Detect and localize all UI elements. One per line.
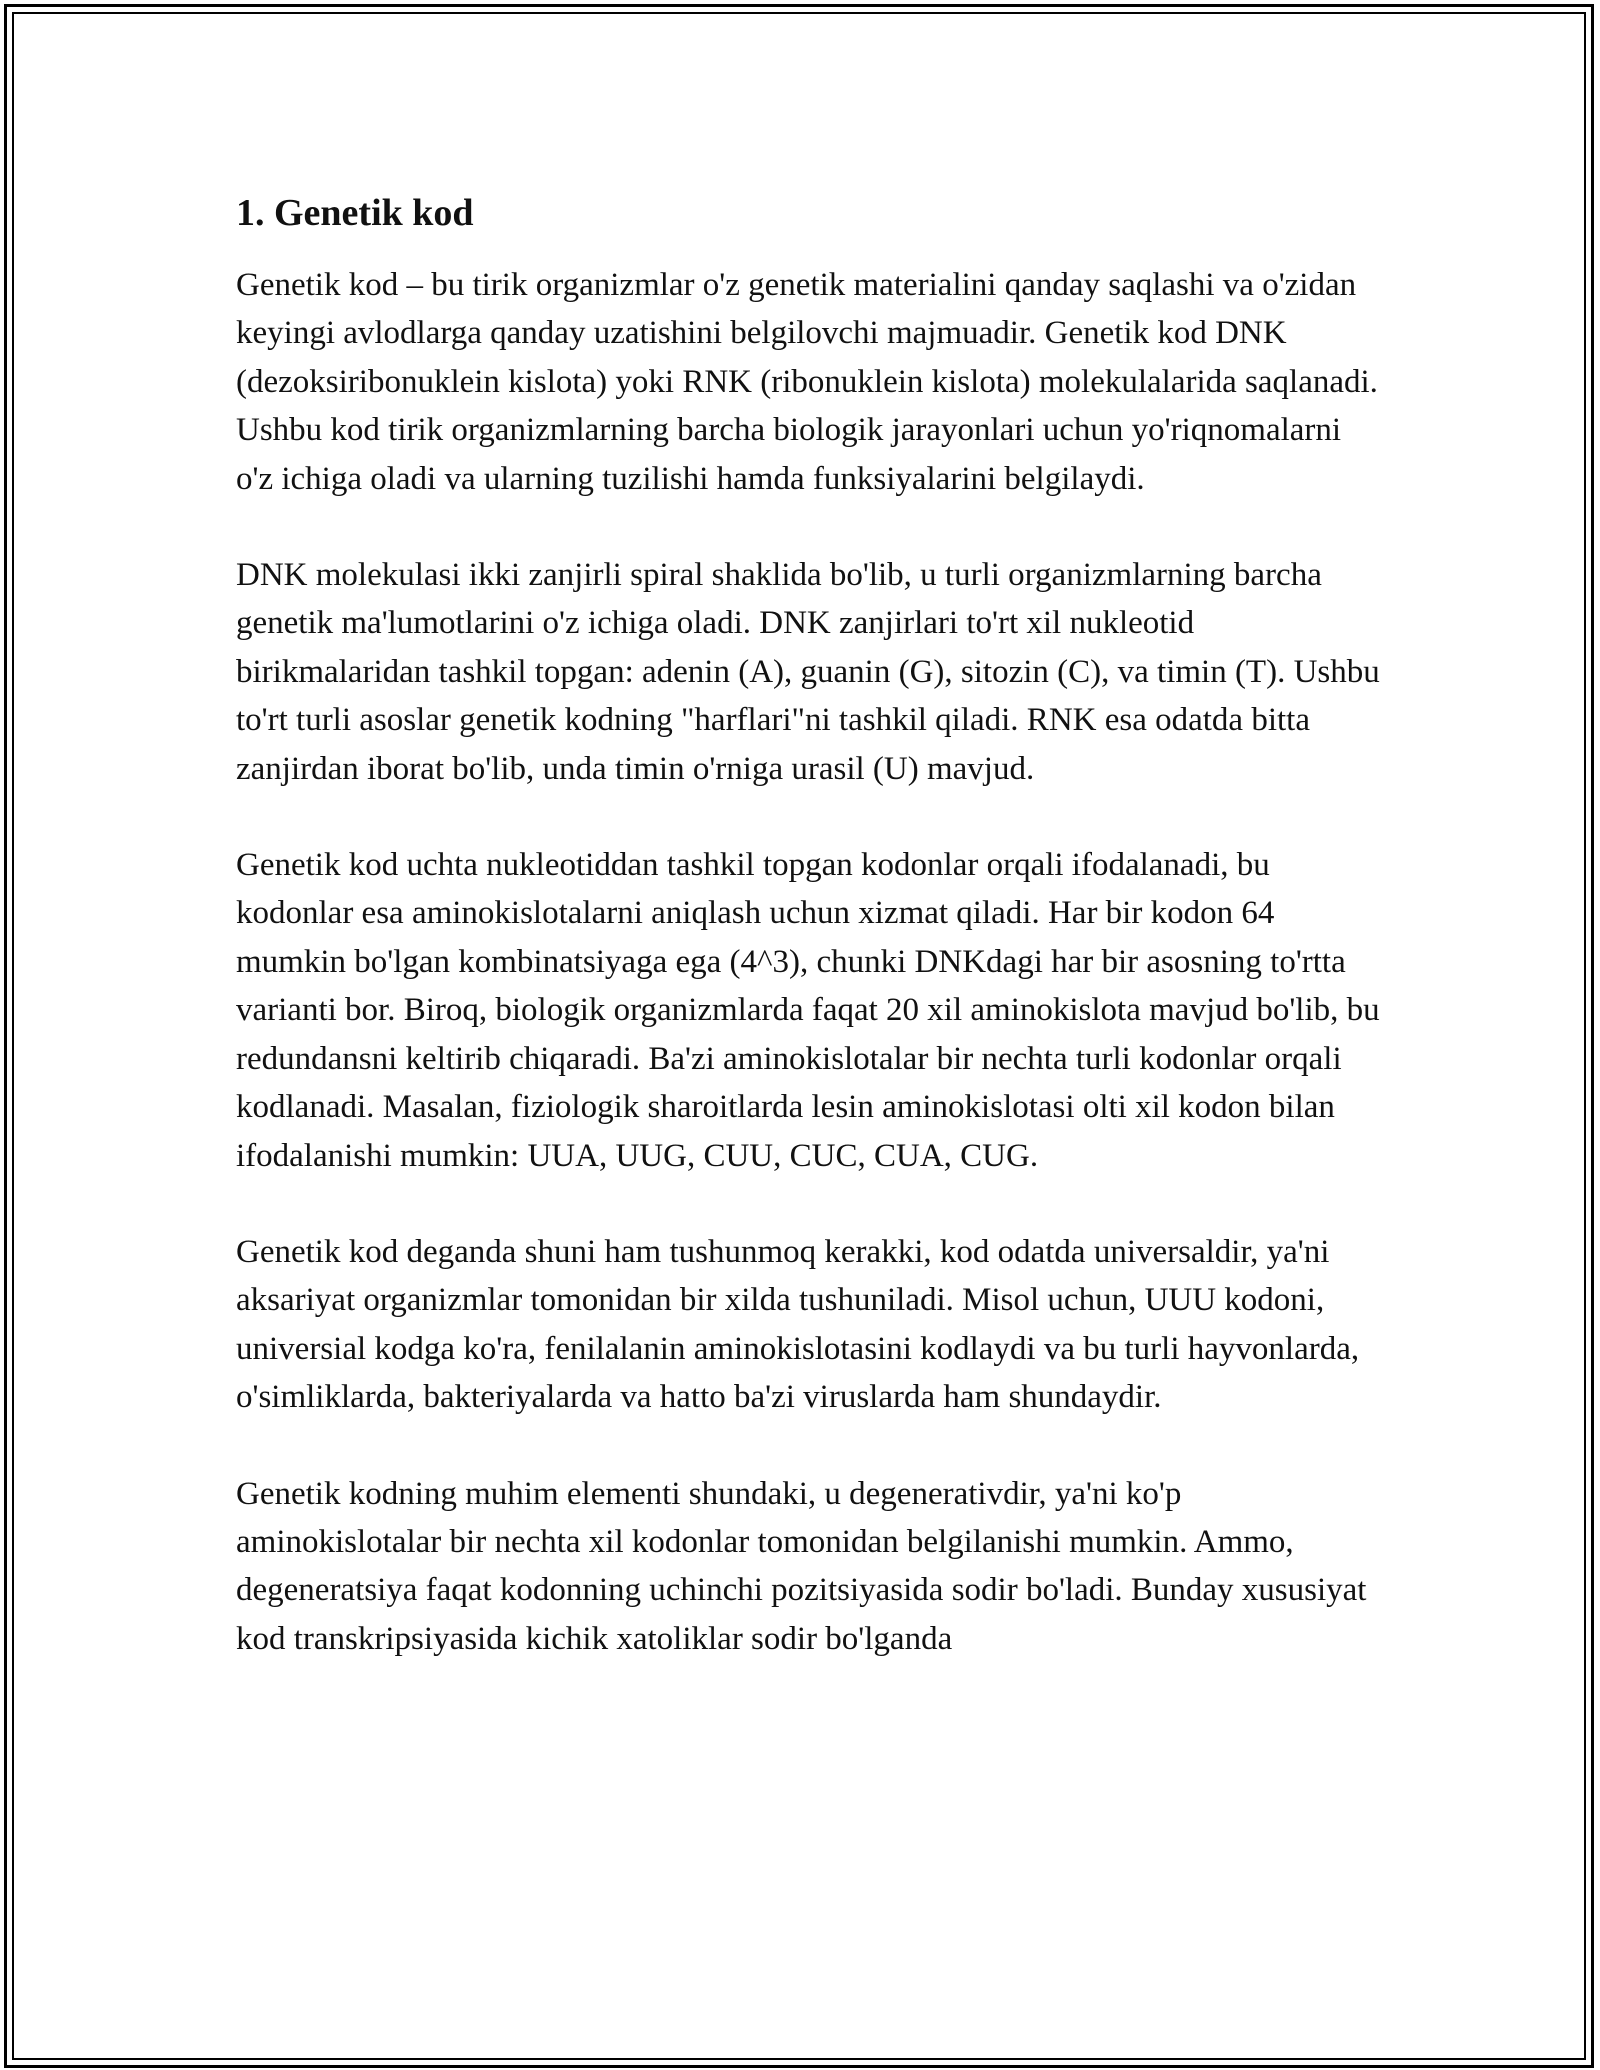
paragraph-universality: Genetik kod deganda shuni ham tushunmoq kerakki, kod odatda universaldir, ya'ni aksariyat organizmlar tomonidan bir xilda tushuniladi. Misol uchun, UUU kodoni, universial kodga ko'ra, fenilalanin aminokislotasini kodlaydi va bu turli hayvonlarda, o'simliklarda, bakteriyalarda va hatto ba'zi viruslarda ham shundaydir. [236, 1233, 1360, 1416]
paragraph-genetic-code-definition: Genetik kod – bu tirik organizmlar o'z genetik materialini qanday saqlashi va o'zidan keyingi avlodlarga qanday uzatishini belgilovchi majmuadir. Genetik kod DNK (dezoksiribonuklein kislota) yoki RNK (ribonuklein kislota) molekulalarida saqlanadi. Ushbu kod tirik organizmlarning barcha biologik jarayonlari uchun yo'riqnomalarni o'z ichiga oladi va ularning tuzilishi hamda funksiyalarini belgilaydi. [236, 267, 1378, 497]
paragraph-dna-structure: DNK molekulasi ikki zanjirli spiral shaklida bo'lib, u turli organizmlarning barcha genetik ma'lumotlarini o'z ichiga oladi. DNK zanjirlari to'rt xil nukleotid birikmalaridan tashkil topgan: adenin (A), guanin (G), sitozin (C), va timin (T). Ushbu to'rt turli asoslar genetik kodning "harflari"ni tashkil qiladi. RNK esa odatda bitta zanjirdan iborat bo'lib, unda timin o'rniga urasil (U) mavjud. [236, 557, 1380, 787]
section-heading: 1. Genetik kod [236, 192, 474, 234]
paragraph-degeneracy: Genetik kodning muhim elementi shundaki, u degenerativdir, ya'ni ko'p aminokislotalar bir nechta xil kodonlar tomonidan belgilanishi mumkin. Ammo, degeneratsiya faqat kodonning uchinchi pozitsiyasida sodir bo'ladi. Bunday xususiyat kod transkripsiyasida kichik xatoliklar sodir bo'lganda [236, 1475, 1367, 1657]
document-body [236, 183, 1386, 1711]
paragraph-codons: Genetik kod uchta nukleotiddan tashkil topgan kodonlar orqali ifodalanadi, bu kodonlar esa aminokislotalarni aniqlash uchun xizmat qiladi. Har bir kodon 64 mumkin bo'lgan kombinatsiyaga ega (4^3), chunki DNKdagi har bir asosning to'rtta varianti bor. Biroq, biologik organizmlarda faqat 20 xil aminokislota mavjud bo'lib, bu redundansni keltirib chiqaradi. Ba'zi aminokislotalar bir nechta turli kodonlar orqali kodlanadi. Masalan, fiziologik sharoitlarda lesin aminokislotasi olti xil kodon bilan ifodalanishi mumkin: UUA, UUG, CUU, CUC, CUA, CUG. [236, 847, 1380, 1174]
